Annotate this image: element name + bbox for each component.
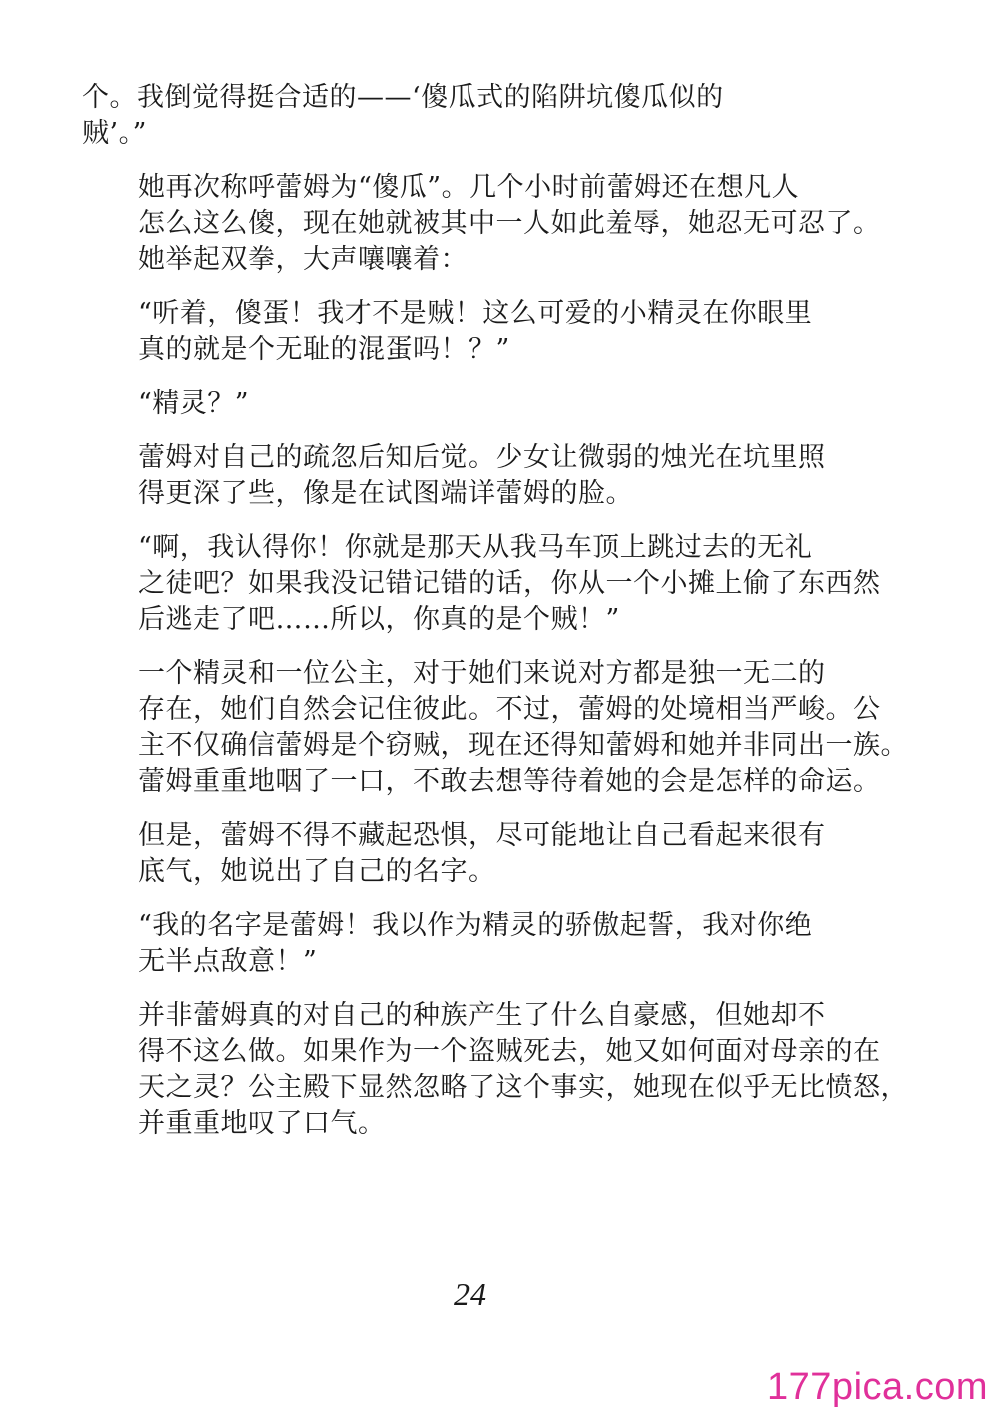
paragraph-9	[82, 908, 882, 980]
text-line: 个。我倒觉得挺合适的——‘傻瓜式的陷阱坑傻瓜似的	[82, 82, 724, 113]
paragraph-3	[82, 296, 882, 368]
page-number: 24	[454, 1276, 486, 1312]
text-line: 存在，她们自然会记住彼此。不过，蕾姆的处境相当严峻。公	[138, 694, 881, 725]
text-line: 无半点敌意！”	[138, 946, 318, 977]
text-line: 她举起双拳，大声嚷嚷着：	[138, 244, 468, 275]
text-line: “听着，傻蛋！我才不是贼！这么可爱的小精灵在你眼里	[138, 298, 813, 329]
paragraph-7	[82, 656, 908, 800]
paragraph-2	[82, 170, 882, 278]
text-line: 天之灵？公主殿下显然忽略了这个事实，她现在似乎无比愤怒，	[138, 1072, 908, 1103]
text-line: 底气，她说出了自己的名字。	[138, 856, 496, 887]
text-line: 并重重地叹了口气。	[138, 1108, 386, 1139]
paragraph-10	[82, 998, 908, 1142]
text-line: 蕾姆对自己的疏忽后知后觉。少女让微弱的烛光在坑里照	[138, 442, 826, 473]
text-line: 真的就是个无耻的混蛋吗！？”	[138, 334, 510, 365]
paragraph-1	[82, 80, 882, 152]
text-line: “啊，我认得你！你就是那天从我马车顶上跳过去的无礼	[138, 532, 813, 563]
text-line: “我的名字是蕾姆！我以作为精灵的骄傲起誓，我对你绝	[138, 910, 813, 941]
text-line: 之徒吧？如果我没记错记错的话，你从一个小摊上偷了东西然	[138, 568, 881, 599]
book-page-body	[82, 80, 908, 1160]
text-line: 贼’。”	[82, 118, 147, 149]
text-line: 得更深了些，像是在试图端详蕾姆的脸。	[138, 478, 633, 509]
text-line: 怎么这么傻，现在她就被其中一人如此羞辱，她忍无可忍了。	[138, 208, 881, 239]
paragraph-8	[82, 818, 882, 890]
text-line: 后逃走了吧……所以，你真的是个贼！”	[138, 604, 620, 635]
text-line: “精灵？”	[138, 388, 250, 419]
text-line: 蕾姆重重地咽了一口，不敢去想等待着她的会是怎样的命运。	[138, 766, 881, 797]
text-line: 一个精灵和一位公主，对于她们来说对方都是独一无二的	[138, 658, 826, 689]
text-line: 主不仅确信蕾姆是个窃贼，现在还得知蕾姆和她并非同出一族。	[138, 730, 908, 761]
paragraph-6	[82, 530, 882, 638]
text-line: 但是，蕾姆不得不藏起恐惧，尽可能地让自己看起来很有	[138, 820, 826, 851]
text-line: 得不这么做。如果作为一个盗贼死去，她又如何面对母亲的在	[138, 1036, 881, 1067]
text-line: 并非蕾姆真的对自己的种族产生了什么自豪感，但她却不	[138, 1000, 826, 1031]
paragraph-5	[82, 440, 882, 512]
paragraph-4	[82, 386, 882, 422]
site-watermark: 177pica.com	[767, 1366, 988, 1408]
text-line: 她再次称呼蕾姆为“傻瓜”。几个小时前蕾姆还在想凡人	[138, 172, 800, 203]
